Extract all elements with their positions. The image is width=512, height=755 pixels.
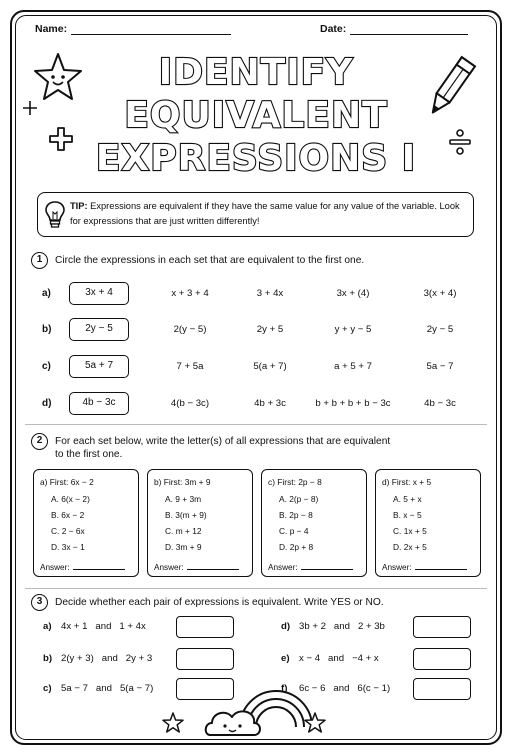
star-icon bbox=[162, 712, 184, 734]
expression-option[interactable]: 2y − 5 bbox=[426, 324, 454, 335]
question-1-instruction: Circle the expressions in each set that are equivalent to the first one. bbox=[55, 255, 365, 266]
answer-label: Answer: bbox=[382, 563, 412, 572]
question-2-instruction-line-1: For each set below, write the letter(s) of all expressions that are equivalent bbox=[55, 436, 391, 447]
first-expression-box: 3x + 4 bbox=[69, 282, 129, 305]
date-line[interactable] bbox=[350, 34, 468, 35]
card-first-expression: c) First: 2p − 8 bbox=[268, 477, 322, 487]
card-option: C. p − 4 bbox=[279, 526, 309, 536]
answer-card bbox=[147, 469, 253, 577]
pair-label: c) bbox=[43, 683, 52, 694]
pair-label: f) bbox=[281, 683, 288, 694]
card-first-expression: b) First: 3m + 9 bbox=[154, 477, 211, 487]
expression-pair: 3b + 2 and 2 + 3b bbox=[299, 621, 385, 632]
expression-option[interactable]: b + b + b + b − 3c bbox=[315, 398, 391, 409]
expression-pair: 6c − 6 and 6(c − 1) bbox=[299, 683, 391, 694]
lightbulb-icon bbox=[44, 199, 66, 229]
expression-pair: 4x + 1 and 1 + 4x bbox=[61, 621, 146, 632]
card-option: C. 1x + 5 bbox=[393, 526, 427, 536]
answer-card bbox=[375, 469, 481, 577]
question-1-number: 1 bbox=[31, 252, 48, 269]
expression-option[interactable]: 4b + 3c bbox=[254, 398, 286, 409]
answer-field[interactable] bbox=[268, 563, 353, 572]
name-line[interactable] bbox=[71, 34, 231, 35]
date-field[interactable] bbox=[320, 23, 468, 35]
date-label: Date: bbox=[320, 23, 347, 35]
card-first-expression: d) First: x + 5 bbox=[382, 477, 432, 487]
card-option: B. 2p − 8 bbox=[279, 510, 313, 520]
card-option: D. 3m + 9 bbox=[165, 542, 202, 552]
answer-field[interactable] bbox=[382, 563, 467, 572]
answer-line[interactable] bbox=[187, 569, 239, 570]
expression-pair: 5a − 7 and 5(a − 7) bbox=[61, 683, 154, 694]
title-line-3: EXPRESSIONS I bbox=[95, 138, 417, 179]
title-line-2: EQUIVALENT bbox=[124, 95, 388, 136]
question-2-number: 2 bbox=[31, 433, 48, 450]
card-option: A. 5 + x bbox=[393, 494, 422, 504]
expression-option[interactable]: 5(a + 7) bbox=[253, 361, 287, 372]
expression-option[interactable]: x + 3 + 4 bbox=[171, 288, 209, 299]
star-icon bbox=[304, 712, 326, 734]
first-expression-box: 4b − 3c bbox=[69, 392, 129, 415]
question-2-instruction-line-2: to the first one. bbox=[55, 449, 123, 460]
card-option: C. 2 − 6x bbox=[51, 526, 85, 536]
row-label: a) bbox=[42, 288, 51, 299]
card-first-expression: a) First: 6x − 2 bbox=[40, 477, 94, 487]
pair-label: e) bbox=[281, 653, 290, 664]
answer-line[interactable] bbox=[301, 569, 353, 570]
pair-label: b) bbox=[43, 653, 53, 664]
answer-label: Answer: bbox=[154, 563, 184, 572]
expression-option[interactable]: 3 + 4x bbox=[256, 288, 284, 299]
expression-option[interactable]: 2(y − 5) bbox=[173, 324, 207, 335]
sparkle-icon bbox=[22, 100, 38, 116]
card-option: B. x − 5 bbox=[393, 510, 422, 520]
expression-option[interactable]: 4b − 3c bbox=[424, 398, 456, 409]
pencil-icon bbox=[420, 52, 480, 124]
division-icon bbox=[448, 128, 472, 156]
expression-option[interactable]: 2y + 5 bbox=[256, 324, 284, 335]
answer-field[interactable] bbox=[154, 563, 239, 572]
answer-card bbox=[261, 469, 367, 577]
plus-icon bbox=[48, 126, 74, 152]
pair-label: a) bbox=[43, 621, 52, 632]
expression-option[interactable]: 3(x + 4) bbox=[423, 288, 457, 299]
yes-no-answer-box[interactable] bbox=[176, 648, 234, 670]
answer-line[interactable] bbox=[415, 569, 467, 570]
expression-pair: x − 4 and −4 + x bbox=[299, 653, 379, 664]
smiling-star-icon bbox=[30, 50, 86, 106]
card-option: D. 2p + 8 bbox=[279, 542, 314, 552]
card-option: C. m + 12 bbox=[165, 526, 202, 536]
rainbow-cloud-icon bbox=[200, 675, 320, 745]
card-option: D. 2x + 5 bbox=[393, 542, 427, 552]
expression-option[interactable]: y + y − 5 bbox=[334, 324, 372, 335]
row-label: b) bbox=[42, 324, 52, 335]
card-option: B. 6x − 2 bbox=[51, 510, 85, 520]
row-label: d) bbox=[42, 398, 52, 409]
card-option: B. 3(m + 9) bbox=[165, 510, 207, 520]
expression-option[interactable]: 5a − 7 bbox=[426, 361, 454, 372]
name-field[interactable] bbox=[35, 23, 231, 35]
yes-no-answer-box[interactable] bbox=[413, 616, 471, 638]
expression-pair: 2(y + 3) and 2y + 3 bbox=[61, 653, 153, 664]
yes-no-answer-box[interactable] bbox=[413, 648, 471, 670]
answer-line[interactable] bbox=[73, 569, 125, 570]
yes-no-answer-box[interactable] bbox=[413, 678, 471, 700]
pair-label: d) bbox=[281, 621, 291, 632]
divider-1 bbox=[25, 424, 487, 425]
question-3-number: 3 bbox=[31, 594, 48, 611]
yes-no-answer-box[interactable] bbox=[176, 616, 234, 638]
expression-option[interactable]: a + 5 + 7 bbox=[334, 361, 372, 372]
expression-option[interactable]: 4(b − 3c) bbox=[170, 398, 210, 409]
name-label: Name: bbox=[35, 23, 68, 35]
first-expression-box: 2y − 5 bbox=[69, 318, 129, 341]
title-line-1: IDENTIFY bbox=[158, 52, 354, 93]
tip-text bbox=[70, 199, 470, 229]
answer-label: Answer: bbox=[40, 563, 70, 572]
card-option: A. 9 + 3m bbox=[165, 494, 202, 504]
expression-option[interactable]: 3x + (4) bbox=[336, 288, 370, 299]
card-option: D. 3x − 1 bbox=[51, 542, 85, 552]
question-3-instruction: Decide whether each pair of expressions is equivalent. Write YES or NO. bbox=[55, 597, 384, 608]
answer-field[interactable] bbox=[40, 563, 125, 572]
expression-option[interactable]: 7 + 5a bbox=[176, 361, 204, 372]
row-label: c) bbox=[42, 361, 51, 372]
tip-label: TIP: bbox=[70, 201, 88, 211]
tip-body: Expressions are equivalent if they have the same value for any value of the variable. Look for expressions that are just written differently! bbox=[70, 201, 460, 226]
answer-card bbox=[33, 469, 139, 577]
answer-label: Answer: bbox=[268, 563, 298, 572]
card-option: A. 6(x − 2) bbox=[51, 494, 90, 504]
divider-2 bbox=[25, 588, 487, 589]
first-expression-box: 5a + 7 bbox=[69, 355, 129, 378]
card-option: A. 2(p − 8) bbox=[279, 494, 319, 504]
